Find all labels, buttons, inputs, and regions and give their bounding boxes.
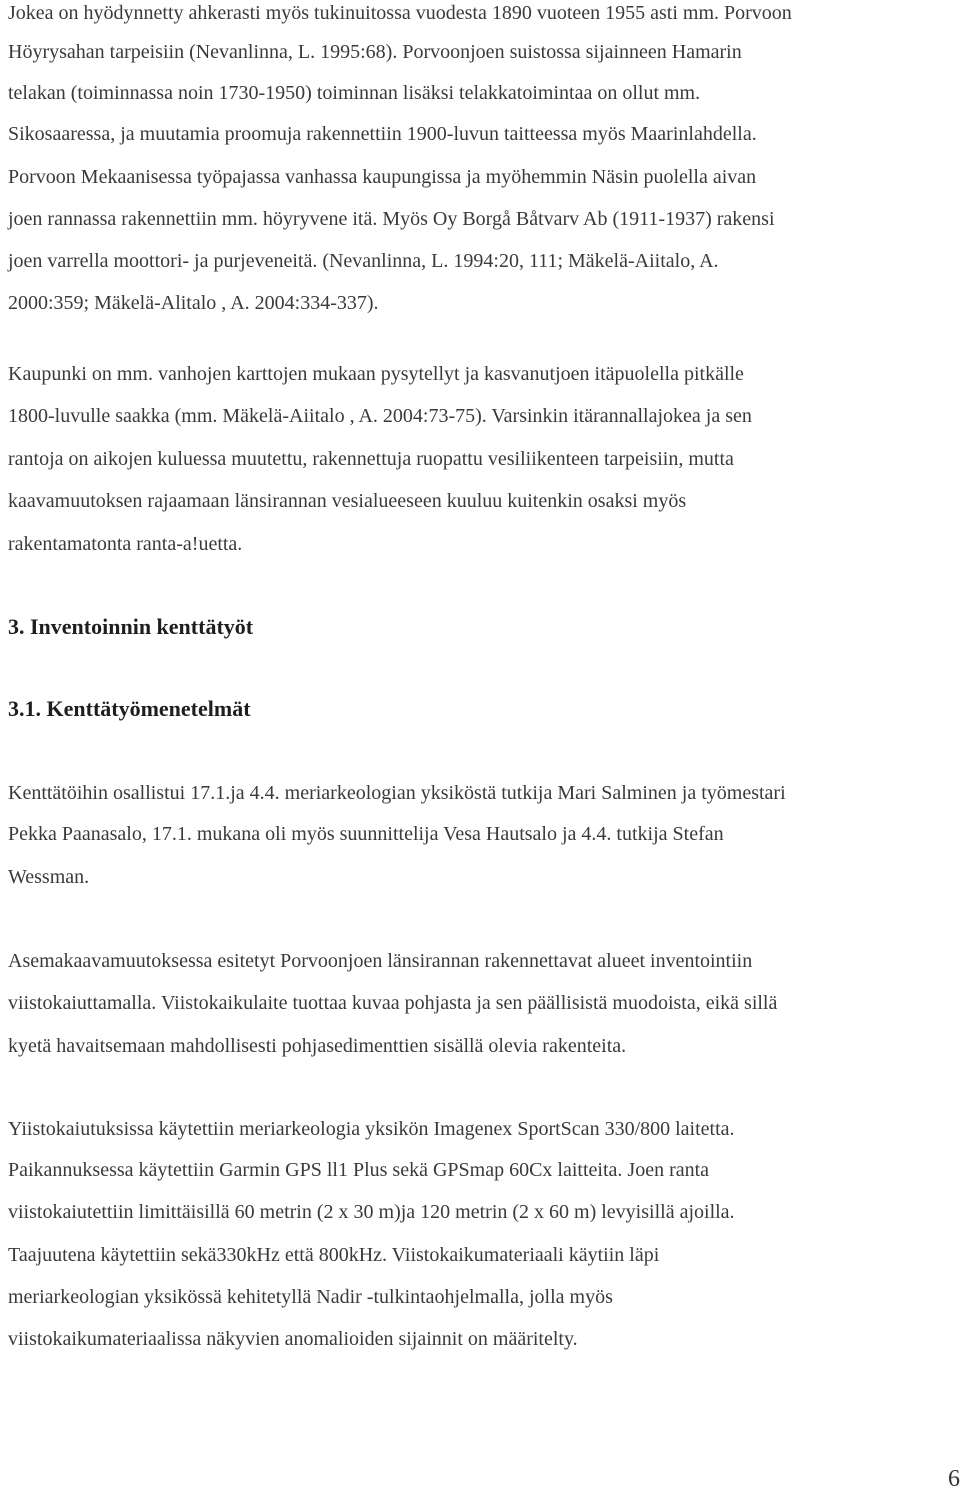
section-heading: 3. Inventoinnin kenttätyöt bbox=[8, 614, 254, 639]
paragraph-3-line-1: Kenttätöihin osallistui 17.1.ja 4.4. meriarkeologian yksiköstä tutkija Mari Salminen ja työmestari bbox=[8, 782, 786, 804]
page-number: 6 bbox=[948, 1466, 960, 1492]
paragraph-1-line-7: joen varrella moottori- ja purjeveneitä. (Nevanlinna, L. 1994:20, 111; Mäkelä-Aiitalo, A. bbox=[8, 250, 719, 272]
subsection-heading: 3.1. Kenttätyömenetelmät bbox=[8, 696, 251, 721]
paragraph-5-line-2: Paikannuksessa käytettiin Garmin GPS ll1 Plus sekä GPSmap 60Cx laitteita. Joen ranta bbox=[8, 1159, 710, 1181]
paragraph-4-line-1: Asemakaavamuutoksessa esitetyt Porvoonjoen länsirannan rakennettavat alueet inventointiin bbox=[8, 950, 753, 972]
paragraph-3-line-2: Pekka Paanasalo, 17.1. mukana oli myös suunnittelija Vesa Hautsalo ja 4.4. tutkija Stefan bbox=[8, 823, 724, 845]
paragraph-1-line-6: joen rannassa rakennettiin mm. höyryvene itä. Myös Oy Borgå Båtvarv Ab (1911-1937) rakensi bbox=[8, 208, 775, 230]
paragraph-1-line-2: Höyrysahan tarpeisiin (Nevanlinna, L. 1995:68). Porvoonjoen suistossa sijainneen Hamarin bbox=[8, 41, 742, 63]
paragraph-1-line-4: Sikosaaressa, ja muutamia proomuja rakennettiin 1900-luvun taitteessa myös Maarinlahdella. bbox=[8, 123, 757, 145]
paragraph-2-line-5: rakentamatonta ranta-a!uetta. bbox=[8, 533, 243, 555]
paragraph-1-line-3: telakan (toiminnassa noin 1730-1950) toiminnan lisäksi telakkatoimintaa on ollut mm. bbox=[8, 82, 701, 104]
paragraph-1-line-1: Jokea on hyödynnetty ahkerasti myös tukinuitossa vuodesta 1890 vuoteen 1955 asti mm. Porvoon bbox=[8, 2, 792, 24]
paragraph-1-line-5: Porvoon Mekaanisessa työpajassa vanhassa kaupungissa ja myöhemmin Näsin puolella aivan bbox=[8, 166, 757, 188]
paragraph-4-line-3: kyetä havaitsemaan mahdollisesti pohjasedimenttien sisällä olevia rakenteita. bbox=[8, 1035, 627, 1057]
paragraph-3-line-3: Wessman. bbox=[8, 866, 90, 888]
paragraph-1-line-8: 2000:359; Mäkelä-Alitalo , A. 2004:334-337). bbox=[8, 292, 379, 314]
paragraph-2-line-1: Kaupunki on mm. vanhojen karttojen mukaan pysytellyt ja kasvanutjoen itäpuolella pitkälle bbox=[8, 363, 744, 385]
paragraph-2-line-4: kaavamuutoksen rajaamaan länsirannan vesialueeseen kuuluu kuitenkin osaksi myös bbox=[8, 490, 687, 512]
paragraph-5-line-5: meriarkeologian yksikössä kehitetyllä Nadir -tulkintaohjelmalla, jolla myös bbox=[8, 1286, 613, 1308]
paragraph-5-line-1: Yiistokaiutuksissa käytettiin meriarkeologia yksikön Imagenex SportScan 330/800 laitetta. bbox=[8, 1118, 735, 1140]
paragraph-2-line-2: 1800-luvulle saakka (mm. Mäkelä-Aiitalo , A. 2004:73-75). Varsinkin itärannallajokea ja sen bbox=[8, 405, 752, 427]
paragraph-2-line-3: rantoja on aikojen kuluessa muutettu, rakennettuja ruopattu vesiliikenteen tarpeisiin, mutta bbox=[8, 448, 734, 470]
paragraph-5-line-6: viistokaikumateriaalissa näkyvien anomalioiden sijainnit on määritelty. bbox=[8, 1328, 578, 1350]
paragraph-5-line-4: Taajuutena käytettiin sekä330kHz että 800kHz. Viistokaikumateriaali käytiin läpi bbox=[8, 1244, 660, 1266]
paragraph-5-line-3: viistokaiutettiin limittäisillä 60 metrin (2 x 30 m)ja 120 metrin (2 x 60 m) levyisillä ajoilla. bbox=[8, 1201, 735, 1223]
paragraph-4-line-2: viistokaiuttamalla. Viistokaikulaite tuottaa kuvaa pohjasta ja sen päällisistä muodoista, eikä sillä bbox=[8, 992, 778, 1014]
